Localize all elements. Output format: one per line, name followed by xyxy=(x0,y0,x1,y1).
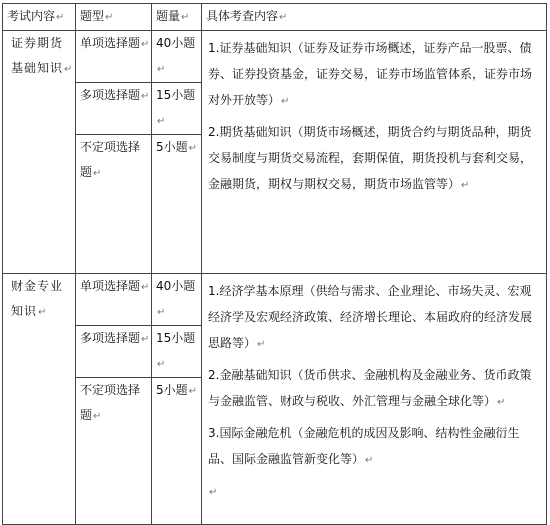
question-count: 40小题 ↵ xyxy=(152,274,202,326)
section-detail xyxy=(202,274,547,525)
question-type: 多项选择题 ↵ xyxy=(76,83,152,135)
table-row xyxy=(3,31,547,83)
question-count: 5小题 ↵ xyxy=(152,135,202,274)
header-count: 题量 ↵ xyxy=(152,4,202,31)
section-category: 财金专业知识 ↵ xyxy=(3,274,76,525)
header-type: 题型 ↵ xyxy=(76,4,152,31)
question-type: 多项选择题 ↵ xyxy=(76,326,152,378)
detail-item: 1.经济学基本原理（供给与需求、企业理论、市场失灵、宏观经济学及宏观经济政策、经济增长理论、本届政府的经济发展思路等） ↵ xyxy=(208,278,540,358)
question-count: 40小题 ↵ xyxy=(152,31,202,83)
question-count: 15小题 ↵ xyxy=(152,326,202,378)
detail-item: 3.国际金融危机（金融危机的成因及影响、结构性金融衍生品、国际金融监管新变化等） ↵ xyxy=(208,420,540,474)
question-count: 15小题 ↵ xyxy=(152,83,202,135)
exam-content-table xyxy=(2,3,547,525)
section-detail xyxy=(202,31,547,274)
section-category: 证券期货基础知识 ↵ xyxy=(3,31,76,274)
question-type: 不定项选择题 ↵ xyxy=(76,135,152,274)
detail-item: 1.证券基础知识（证券及证券市场概述，证券产品一股票、债券、证券投资基金，证券交易，证券市场监管体系，证券市场对外开放等） ↵ xyxy=(208,35,540,115)
header-detail: 具体考查内容 ↵ xyxy=(202,4,547,31)
detail-item: 2.期货基础知识（期货市场概述，期货合约与期货品种，期货交易制度与期货交易流程，套期保值，期货投机与套利交易，金融期货，期权与期权交易，期货市场监管等） ↵ xyxy=(208,119,540,199)
table-row xyxy=(3,274,547,326)
question-count: 5小题 ↵ xyxy=(152,378,202,525)
detail-empty-line xyxy=(208,478,540,506)
table-header-row xyxy=(3,4,547,31)
question-type: 单项选择题 ↵ xyxy=(76,31,152,83)
header-content: 考试内容 ↵ xyxy=(3,4,76,31)
question-type: 单项选择题 ↵ xyxy=(76,274,152,326)
question-type: 不定项选择题 ↵ xyxy=(76,378,152,525)
detail-item: 2.金融基础知识（货币供求、金融机构及金融业务、货币政策与金融监管、财政与税收、外汇管理与金融全球化等） ↵ xyxy=(208,362,540,416)
